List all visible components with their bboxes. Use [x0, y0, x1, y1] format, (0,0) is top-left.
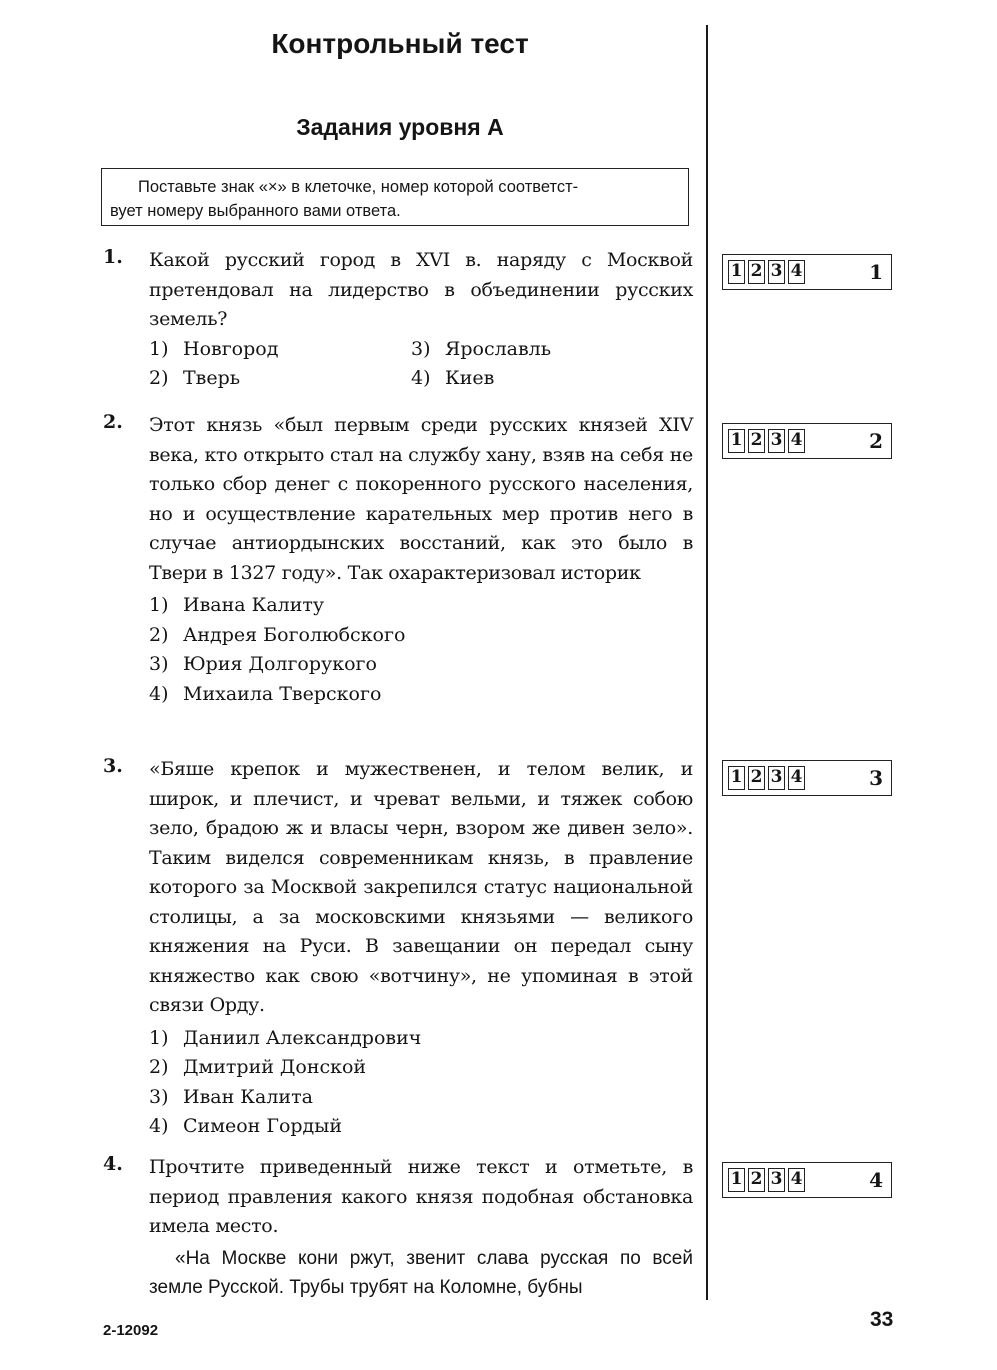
answer-box-1[interactable]: 1	[728, 766, 745, 790]
answer-box-2[interactable]: 2	[748, 260, 765, 284]
question-number: 4.	[103, 1153, 123, 1175]
answer-box-1[interactable]: 1	[728, 429, 745, 453]
instruction-box	[101, 168, 689, 226]
page-number: 33	[870, 1308, 894, 1331]
answer-box-4[interactable]: 4	[788, 260, 805, 284]
answer-box-2[interactable]: 2	[748, 766, 765, 790]
question-text: Прочтите приведенный ниже текст и отметьте, в период правления какого князя подобная обстановка имела место.	[149, 1156, 693, 1237]
answer-box-4[interactable]: 4	[788, 1168, 805, 1192]
option-2: 2) Андрея Боголюбского	[149, 623, 406, 646]
option-1: 1) Ивана Калиту	[149, 594, 325, 616]
option-4: 4) Симеон Гордый	[149, 1115, 343, 1137]
question-number: 2.	[103, 411, 123, 433]
section-subtitle: Задания уровня А	[296, 114, 504, 140]
option-3: 3) Иван Калита	[149, 1085, 313, 1108]
answer-grid-label: 3	[869, 766, 883, 790]
quoted-source-text: «На Москве кони ржут, звенит слава русская по всей земле Русской. Трубы трубят на Коломне, бубны	[149, 1247, 693, 1298]
instruction-line-2: вует номеру выбранного вами ответа.	[110, 202, 401, 220]
margin-divider	[706, 25, 708, 1300]
question-text: Этот князь «был первым среди русских князей XIV века, кто открыто стал на службу хану, взяв на себя не только сбор денег с покоренного русского населения, но и осуществление карательных мер против него в случае антиордынских восстаний, как это было в Твери в 1327 году». Так охарактеризовал историк	[149, 414, 693, 584]
page-title: Контрольный тест	[271, 28, 529, 59]
answer-box-3[interactable]: 3	[768, 1168, 785, 1192]
options-list	[149, 335, 693, 394]
answer-grid-2	[722, 423, 892, 459]
print-code: 2-12092	[103, 1322, 159, 1339]
option-2: 2) Дмитрий Донской	[149, 1056, 367, 1078]
option-4: 4) Михаила Тверского	[149, 682, 382, 705]
question-4	[103, 1153, 693, 1302]
options-list	[149, 1024, 693, 1142]
answer-box-4[interactable]: 4	[788, 429, 805, 453]
option-3: 3) Ярославль	[411, 337, 552, 360]
answer-box-1[interactable]: 1	[728, 260, 745, 284]
answer-box-4[interactable]: 4	[788, 766, 805, 790]
answer-grid-label: 4	[869, 1168, 883, 1192]
question-number: 3.	[103, 755, 123, 777]
answer-grid-1	[722, 254, 892, 290]
question-text: «Бяше крепок и мужественен, и телом велик, и широк, и плечист, и чреват вельми, и тяжек собою зело, брадою ж и власы черн, взором же дивен зело». Таким виделся современникам князь, в правление которого за Москвой закрепился статус национальной столицы, а за московскими князьями — великого княжения на Руси. В завещании он передал сыну княжество как свою «вотчину», не упоминая в этой связи Орду.	[149, 758, 693, 1016]
answer-grid-4	[722, 1162, 892, 1198]
question-number: 1.	[103, 246, 123, 268]
answer-grid-3	[722, 760, 892, 796]
question-1	[103, 246, 693, 394]
answer-box-3[interactable]: 3	[768, 766, 785, 790]
answer-box-1[interactable]: 1	[728, 1168, 745, 1192]
option-4: 4) Киев	[411, 367, 495, 389]
option-2: 2) Тверь	[149, 367, 241, 389]
question-3	[103, 755, 693, 1142]
option-3: 3) Юрия Долгорукого	[149, 653, 377, 675]
answer-grid-label: 2	[869, 429, 883, 453]
options-list	[149, 591, 693, 709]
answer-grid-label: 1	[869, 260, 883, 284]
option-1: 1) Новгород	[149, 337, 279, 360]
answer-box-2[interactable]: 2	[748, 1168, 765, 1192]
question-text: Какой русский город в XVI в. наряду с Москвой претендовал на лидерство в объединении русских земель?	[149, 249, 693, 330]
answer-box-3[interactable]: 3	[768, 260, 785, 284]
question-2	[103, 411, 693, 709]
answer-box-2[interactable]: 2	[748, 429, 765, 453]
answer-box-3[interactable]: 3	[768, 429, 785, 453]
instruction-line-1: Поставьте знак «×» в клеточке, номер которой соответст-	[138, 178, 579, 196]
option-1: 1) Даниил Александрович	[149, 1026, 422, 1049]
